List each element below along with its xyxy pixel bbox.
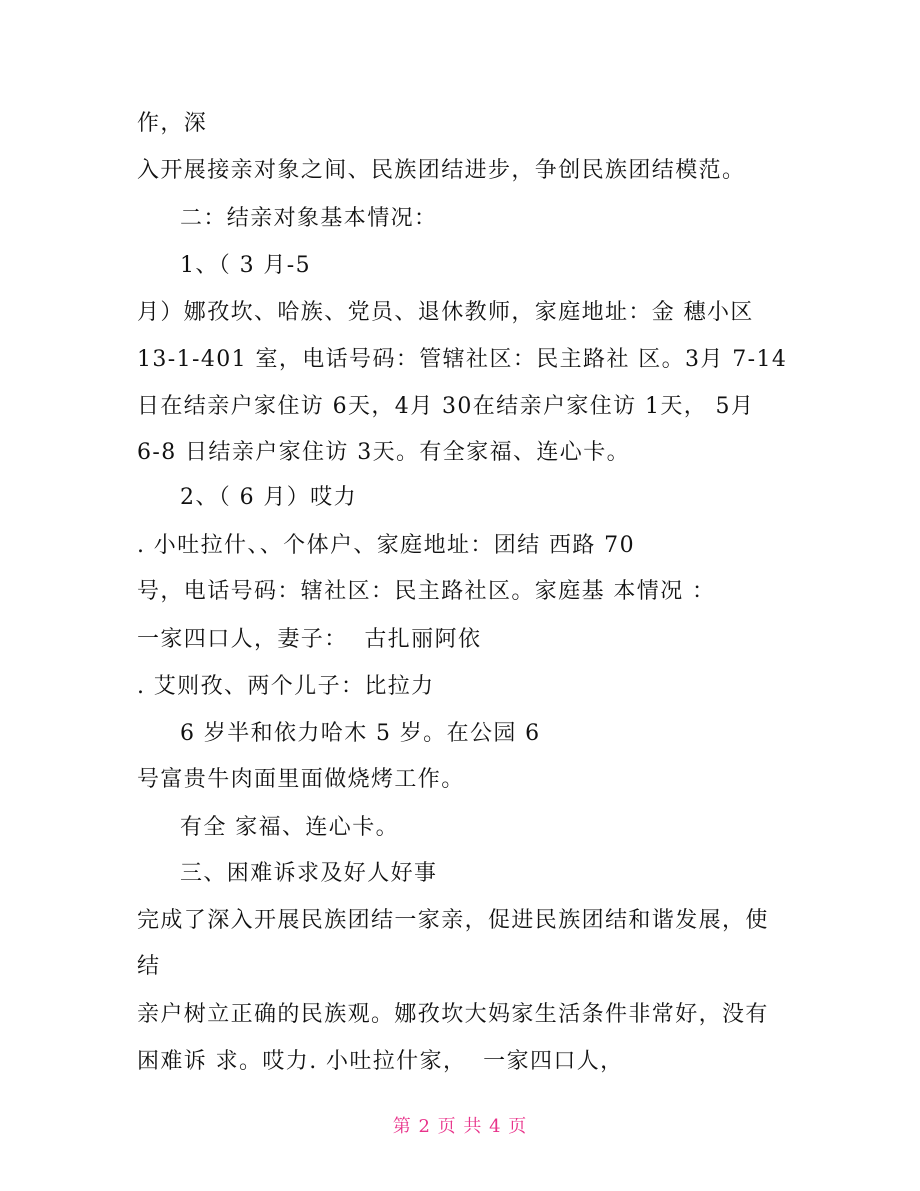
text-line: 日在结亲户家住访 6天，4月 30在结亲户家住访 1天， 5月: [137, 394, 755, 419]
text-line: 6-8 日结亲户家住访 3天。有全家福、连心卡。: [137, 440, 631, 465]
text-line: 完成了深入开展民族团结一家亲，促进民族团结和谐发展，使: [137, 908, 769, 933]
page-footer: 第 2 页 共 4 页: [392, 1116, 528, 1137]
text-line: 一家四口人，妻子： 古扎丽阿依: [137, 627, 482, 652]
text-line: 号，电话号码：辖社区：民主路社区。家庭基 本情况 ：: [137, 579, 716, 604]
text-line: 亲户树立正确的民族观。娜孜坎大妈家生活条件非常好，没有: [137, 1002, 769, 1027]
section-heading: 二：结亲对象基本情况：: [180, 206, 438, 231]
text-line: 入开展接亲对象之间、民族团结进步，争创民族团结模范。: [137, 158, 746, 183]
text-line: 6 岁半和依力哈木 5 岁。在公园 6: [180, 721, 541, 746]
text-line: . 小吐拉什、、个体户、家庭地址：团结 西路 70: [137, 533, 635, 558]
text-line: 2、（ 6 月）哎力: [180, 485, 357, 510]
text-line: 月）娜孜坎、哈族、党员、退休教师，家庭地址：金 穗小区: [137, 300, 754, 325]
text-line: 1、（ 3 月-5: [180, 253, 312, 278]
text-line: 有全 家福、连心卡。: [180, 815, 399, 840]
text-line: 困难诉 求。哎力. 小吐拉什家， 一家四口人，: [137, 1049, 624, 1074]
section-heading: 三、困难诉求及好人好事: [180, 861, 438, 886]
text-line: 13-1-401 室，电话号码：管辖社区：民主路社 区。3月 7-14: [137, 347, 788, 372]
text-line: 结: [137, 954, 161, 979]
text-line: . 艾则孜、两个儿子：比拉力: [137, 674, 435, 699]
text-line: 号富贵牛肉面里面做烧烤工作。: [137, 767, 465, 792]
text-line: 作，深: [137, 111, 208, 136]
